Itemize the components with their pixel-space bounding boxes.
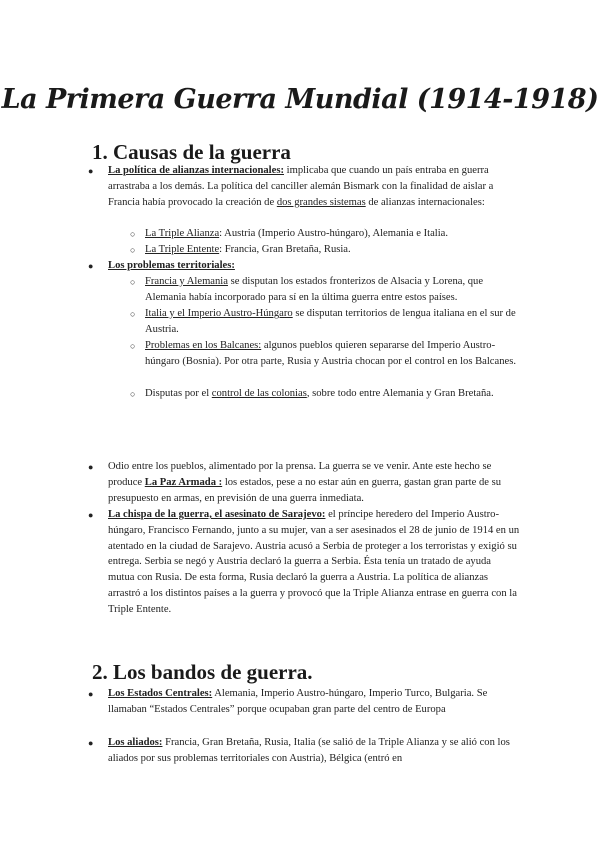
- item-text: implicaba que cuando un país entraba en guerra arrastraba a los demás. La política del canciller alemán Bismark con la finalidad de aislar a Francia había provocado la creación de: [108, 165, 494, 208]
- sub-item-name: control de las colonias: [211, 388, 307, 399]
- list-item-sarajevo: [108, 507, 520, 618]
- circle-bullet-icon: ○: [130, 309, 136, 319]
- circle-bullet-icon: ○: [130, 277, 136, 287]
- sublist-item-italia-austria: [145, 306, 523, 338]
- sub-item-text: algunos pueblos quieren separarse del Imperio Austro-húngaro (Bosnia). Por otra parte, Rusia y Austria chocan por el control en los Balcanes.: [145, 340, 516, 367]
- sub-item-text: Disputas por el: [145, 388, 212, 399]
- item-text: de alianzas internacionales:: [365, 196, 485, 208]
- sub-item-name: Francia y Alemania: [145, 276, 228, 287]
- sub-item-text: se disputan territorios de lengua italiana en el sur de Austria.: [145, 308, 516, 335]
- item-link-text: dos grandes sistemas: [276, 196, 366, 208]
- circle-bullet-icon: ○: [130, 341, 136, 351]
- sublist-item-francia-alemania: [145, 274, 523, 306]
- circle-bullet-icon: ○: [130, 245, 136, 255]
- sublist-item-triple-entente: [145, 242, 523, 258]
- item-text: Francia, Gran Bretaña, Rusia, Italia (se salió de la Triple Alianza y se alió con los aliados por sus problemas territoriales con Austria), Bélgica (entró en: [108, 737, 510, 764]
- sub-item-text: : Francia, Gran Bretaña, Rusia.: [219, 244, 351, 255]
- bullet-icon: ●: [88, 689, 94, 699]
- section-heading-causas: 1. Causas de la guerra: [92, 140, 291, 164]
- list-item-alianzas: [108, 163, 520, 210]
- bullet-icon: ●: [88, 738, 94, 748]
- document-title: La Primera Guerra Mundial (1914-1918): [1, 84, 599, 115]
- circle-bullet-icon: ○: [130, 229, 136, 239]
- sublist-item-colonias: [145, 386, 523, 402]
- bullet-icon: ●: [88, 261, 94, 271]
- item-text: el príncipe heredero del Imperio Austro-húngaro, Francisco Fernando, junto a su mujer, van a ser asesinados el 28 de junio de 1914 en un atentado en la ciudad de Sarajevo. Austria acusó a Serbia de proteger a los terroristas y exigió su entrega. Serbia se negó y Austria declaró la guerra a Serbia. Ésta tenía un tratado de ayuda mutua con Rusia. De esta forma, Rusia declaró la guerra a Austria. La política de alianzas arrastró a los distintos países a la guerra y provocó que la Triple Alianza entrase en guerra con la Triple Entente.: [108, 509, 520, 615]
- item-lead: Los problemas territoriales:: [108, 260, 235, 271]
- sublist-item-triple-alianza: [145, 226, 523, 242]
- item-text: Alemania, Imperio Austro-húngaro, Imperio Turco, Bulgaria. Se llamaban “Estados Centrales” porque ocupaban gran parte del centro de Europa: [108, 688, 488, 715]
- sub-item-name: La Triple Alianza: [145, 228, 220, 239]
- list-item-problemas-territoriales: [108, 258, 520, 274]
- item-lead: La política de alianzas internacionales:: [108, 165, 284, 176]
- bullet-icon: ●: [88, 166, 94, 176]
- item-text: los estados, pese a no estar aún en guerra, gastan gran parte de su presupuesto en armas, en previsión de una guerra inmediata.: [108, 476, 502, 504]
- item-text: Odio entre los pueblos, alimentado por la prensa. La guerra se ve venir. Ante este hecho se produce: [108, 461, 492, 488]
- item-lead: La chispa de la guerra, el asesinato de Sarajevo:: [108, 509, 326, 520]
- item-lead: Los Estados Centrales:: [108, 688, 213, 699]
- list-item-estados-centrales: [108, 686, 520, 718]
- sub-item-name: Italia y el Imperio Austro-Húngaro: [145, 308, 293, 319]
- circle-bullet-icon: ○: [130, 389, 136, 399]
- sub-item-text: : Austria (Imperio Austro-húngaro), Alemania e Italia.: [219, 228, 449, 239]
- item-lead: Los aliados:: [108, 737, 163, 748]
- bullet-icon: ●: [88, 510, 94, 520]
- sub-item-text: se disputan los estados fronterizos de Alsacia y Lorena, que Alemania había incorporado para sí en la última guerra entre estos países.: [145, 276, 484, 303]
- bullet-icon: ●: [88, 462, 94, 472]
- sublist-item-balcanes: [145, 338, 523, 370]
- list-item-aliados: [108, 735, 520, 767]
- sub-item-name: Problemas en los Balcanes:: [145, 340, 262, 351]
- sub-item-name: La Triple Entente: [145, 244, 220, 255]
- sub-item-text: , sobre todo entre Alemania y Gran Bretaña.: [306, 388, 494, 399]
- item-lead: La Paz Armada :: [144, 476, 223, 488]
- list-item-paz-armada: [108, 459, 520, 506]
- section-heading-bandos: 2. Los bandos de guerra.: [92, 660, 313, 684]
